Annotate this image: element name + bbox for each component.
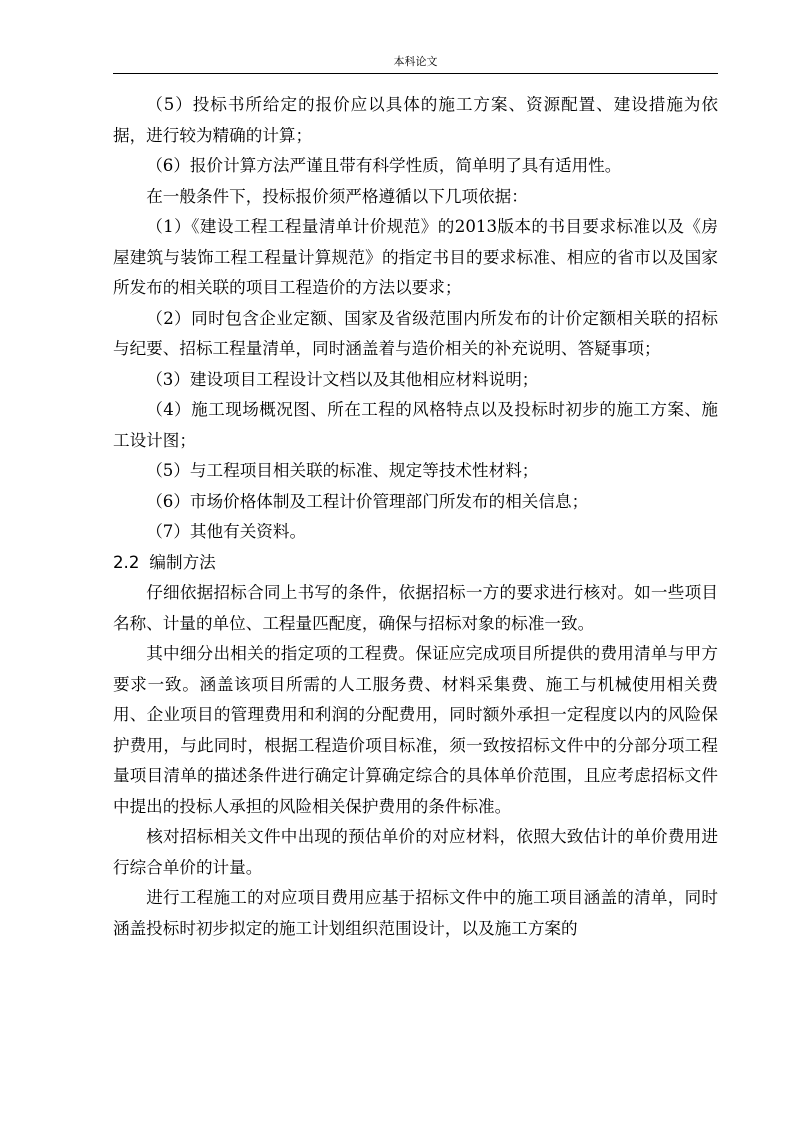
paragraph: 在一般条件下，投标报价须严格遵循以下几项依据： bbox=[146, 186, 528, 206]
paragraph: （2）同时包含企业定额、国家及省级范围内所发布的计价定额相关联的招标与纪要、招标工程量清单，同时涵盖着与造价相关的补充说明、答疑事项； bbox=[113, 308, 718, 358]
page-body bbox=[113, 90, 718, 944]
paragraph: （7）其他有关资料。 bbox=[146, 522, 307, 541]
paragraph: 仔细依据招标合同上书写的条件，依据招标一方的要求进行核对。如一些项目名称、计量的单位、工程量匹配度，确保与招标对象的标准一致。 bbox=[113, 583, 718, 633]
paragraph: 进行工程施工的对应项目费用应基于招标文件中的施工项目涵盖的清单，同时涵盖投标时初步拟定的施工计划组织范围设计，以及施工方案的 bbox=[113, 888, 718, 938]
paragraph: 其中细分出相关的指定项的工程费。保证应完成项目所提供的费用清单与甲方要求一致。涵盖该项目所需的人工服务费、材料采集费、施工与机械使用相关费用、企业项目的管理费用和利润的分配费用，同时额外承担一定程度以内的风险保护费用，与此同时，根据工程造价项目标准，须一致按招标文件中的分部分项工程量项目清单的描述条件进行确定计算确定综合的具体单价范围，且应考虑招标文件中提出的投标人承担的风险相关保护费用的条件标准。 bbox=[113, 644, 718, 816]
paragraph: （5）投标书所给定的报价应以具体的施工方案、资源配置、建设措施为依据，进行较为精确的计算； bbox=[113, 95, 718, 145]
paragraph: （6）报价计算方法严谨且带有科学性质，简单明了具有适用性。 bbox=[146, 156, 622, 175]
section-heading bbox=[113, 548, 718, 579]
paragraph: 核对招标相关文件中出现的预估单价的对应材料，依照大致估计的单价费用进行综合单价的计量。 bbox=[113, 827, 718, 877]
paragraph: （5）与工程项目相关联的标准、规定等技术性材料； bbox=[146, 461, 539, 480]
section-title: 编制方法 bbox=[149, 552, 216, 572]
paragraph: （4）施工现场概况图、所在工程的风格特点以及投标时初步的施工方案、施工设计图； bbox=[113, 400, 718, 450]
paragraph: （3）建设项目工程设计文档以及其他相应材料说明； bbox=[146, 369, 539, 389]
paragraph: （1）《建设工程工程量清单计价规范》的2013版本的书目要求标准以及《房屋建筑与装饰工程工程量计算规范》的指定书目的要求标准、相应的省市以及国家所发布的相关联的项目工程造价的方法以要求； bbox=[113, 217, 718, 297]
paragraph: （6）市场价格体制及工程计价管理部门所发布的相关信息； bbox=[146, 491, 589, 511]
section-number: 2.2 bbox=[113, 552, 140, 572]
header-rule bbox=[113, 73, 718, 74]
running-header: 本科论文 bbox=[393, 55, 438, 68]
